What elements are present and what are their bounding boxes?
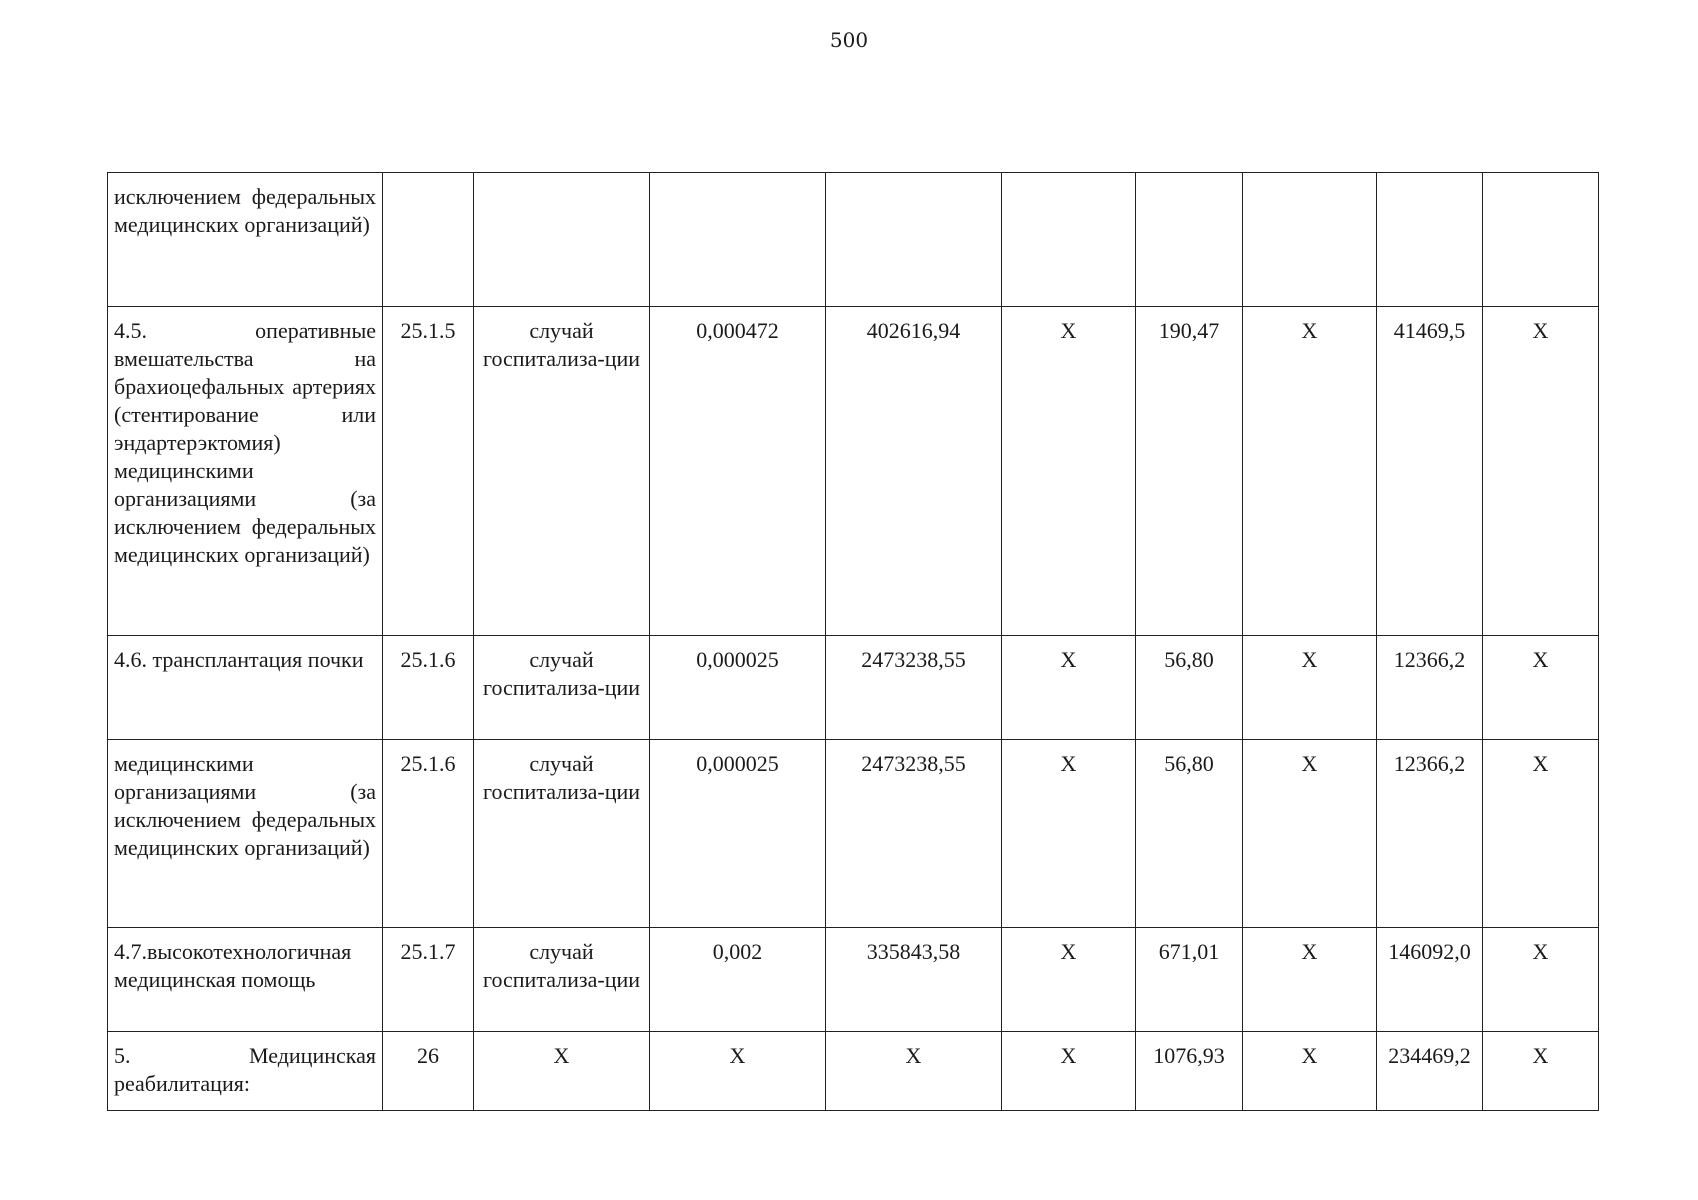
col9-cell: 234469,2: [1377, 1032, 1483, 1111]
page-number: 500: [829, 28, 869, 52]
col7-cell: 190,47: [1136, 307, 1243, 636]
unit-cell: случай госпитализа-ции: [474, 740, 650, 928]
unit-cell: случай госпитализа-ции: [474, 307, 650, 636]
col8-cell: X: [1243, 1032, 1377, 1111]
col6-cell: X: [1002, 928, 1136, 1032]
norm-cell: 0,000025: [650, 740, 826, 928]
col10-cell: [1483, 173, 1599, 307]
table-row: [108, 1032, 1599, 1111]
row-name-cell: 4.7.высокотехнологичная медицинская помощь: [108, 928, 383, 1032]
col7-cell: [1136, 173, 1243, 307]
norm-cell: X: [650, 1032, 826, 1111]
table-row: [108, 307, 1599, 636]
col10-cell: X: [1483, 1032, 1599, 1111]
norm-cell: 0,000025: [650, 636, 826, 740]
col8-cell: X: [1243, 928, 1377, 1032]
col8-cell: X: [1243, 740, 1377, 928]
norm-cell: [650, 173, 826, 307]
row-name-cell: медицинскими организациями (за исключением федеральных медицинских организаций): [108, 740, 383, 928]
unit-cell: случай госпитализа-ции: [474, 636, 650, 740]
table-row: [108, 173, 1599, 307]
col6-cell: [1002, 173, 1136, 307]
col8-cell: [1243, 173, 1377, 307]
row-name-cell: 5. Медицинская реабилитация:: [108, 1032, 383, 1111]
table-row: [108, 928, 1599, 1032]
cost-cell: 402616,94: [826, 307, 1002, 636]
col6-cell: X: [1002, 307, 1136, 636]
code-cell: 25.1.6: [383, 636, 474, 740]
cost-cell: 2473238,55: [826, 636, 1002, 740]
unit-cell: случай госпитализа-ции: [474, 928, 650, 1032]
row-name-cell: исключением федеральных медицинских организаций): [108, 173, 383, 307]
cost-cell: [826, 173, 1002, 307]
col6-cell: X: [1002, 636, 1136, 740]
code-cell: 25.1.6: [383, 740, 474, 928]
col8-cell: X: [1243, 636, 1377, 740]
norm-cell: 0,000472: [650, 307, 826, 636]
col7-cell: 671,01: [1136, 928, 1243, 1032]
col10-cell: X: [1483, 636, 1599, 740]
cost-cell: 335843,58: [826, 928, 1002, 1032]
code-cell: 25.1.5: [383, 307, 474, 636]
col8-cell: X: [1243, 307, 1377, 636]
col9-cell: 41469,5: [1377, 307, 1483, 636]
col7-cell: 56,80: [1136, 740, 1243, 928]
table-row: [108, 740, 1599, 928]
cost-cell: 2473238,55: [826, 740, 1002, 928]
norm-cell: 0,002: [650, 928, 826, 1032]
col9-cell: 12366,2: [1377, 636, 1483, 740]
col7-cell: 56,80: [1136, 636, 1243, 740]
unit-cell: X: [474, 1032, 650, 1111]
col9-cell: 12366,2: [1377, 740, 1483, 928]
col10-cell: X: [1483, 928, 1599, 1032]
unit-cell: [474, 173, 650, 307]
col6-cell: X: [1002, 1032, 1136, 1111]
code-cell: [383, 173, 474, 307]
col9-cell: [1377, 173, 1483, 307]
row-name-cell: 4.6. трансплантация почки: [108, 636, 383, 740]
code-cell: 25.1.7: [383, 928, 474, 1032]
col6-cell: X: [1002, 740, 1136, 928]
col9-cell: 146092,0: [1377, 928, 1483, 1032]
col7-cell: 1076,93: [1136, 1032, 1243, 1111]
col10-cell: X: [1483, 740, 1599, 928]
code-cell: 26: [383, 1032, 474, 1111]
col10-cell: X: [1483, 307, 1599, 636]
row-name-cell: 4.5. оперативные вмешательства на брахиоцефальных артериях (стентирование или эндартерэктомия) медицинскими организациями (за исключением федеральных медицинских организаций): [108, 307, 383, 636]
table-row: [108, 636, 1599, 740]
cost-cell: X: [826, 1032, 1002, 1111]
data-table: [107, 172, 1599, 1111]
